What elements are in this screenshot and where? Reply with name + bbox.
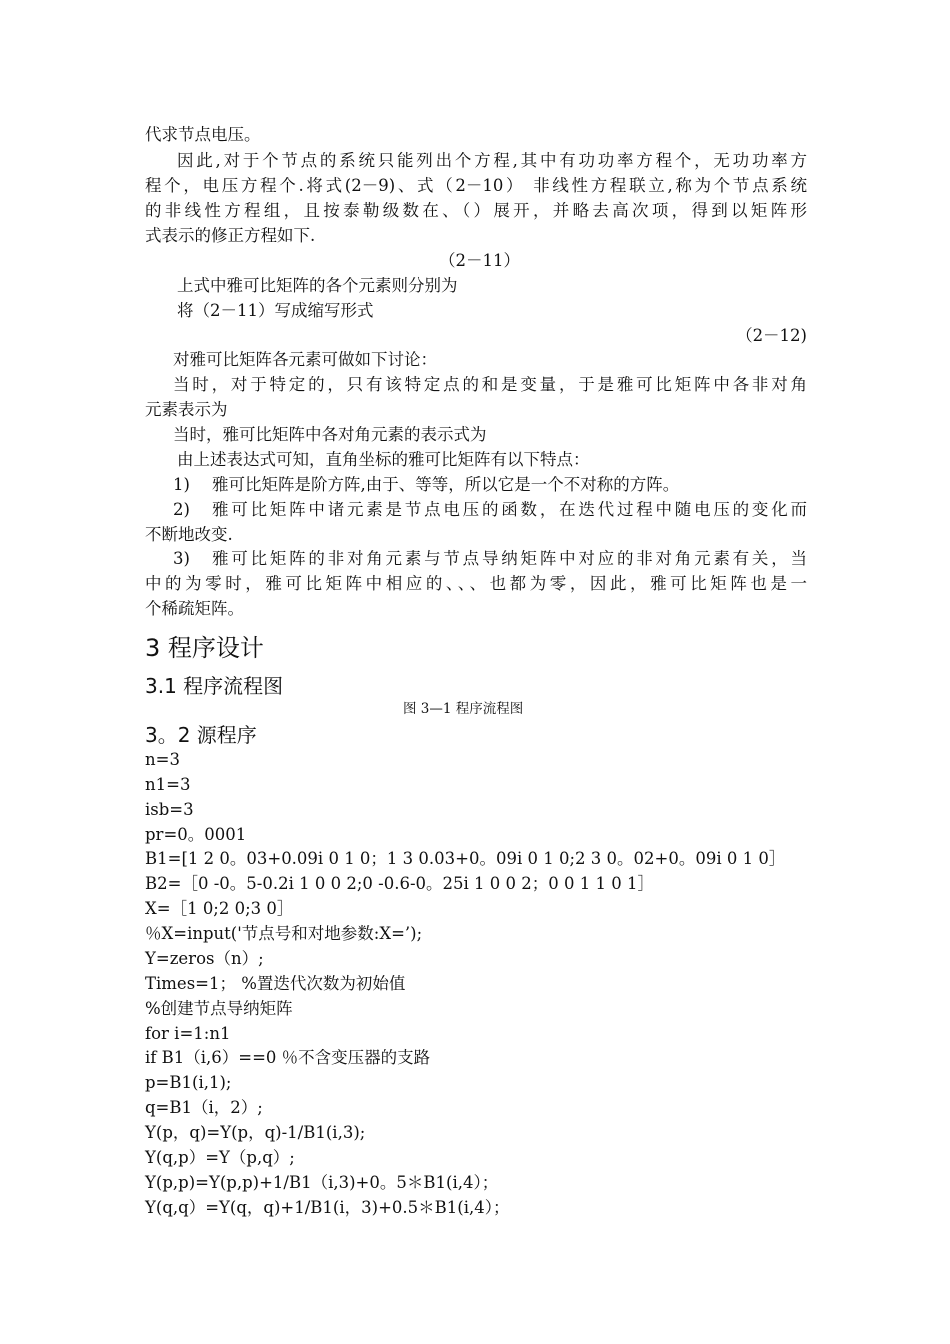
subsection-heading: 3.1 程序流程图 bbox=[145, 674, 284, 698]
code-line: ％X=input('节点号和对地参数:X=’); bbox=[145, 924, 423, 943]
code-line: p=B1(i,1); bbox=[145, 1073, 232, 1092]
list-item-text: 雅可比矩阵是阶方阵,由于、等等，所以它是一个不对称的方阵。 bbox=[212, 475, 680, 494]
paragraph-line: 式表示的修正方程如下. bbox=[145, 226, 316, 245]
code-line: q=B1（i，2）; bbox=[145, 1098, 263, 1117]
paragraph-line: 因此,对于个节点的系统只能列出个方程,其中有功功率方程个，无功功率方 bbox=[177, 151, 807, 170]
list-item-text: 雅可比矩阵中诸元素是节点电压的函数，在迭代过程中随电压的变化而 bbox=[212, 500, 807, 519]
code-line: pr=0。0001 bbox=[145, 825, 247, 844]
code-line: %创建节点导纳矩阵 bbox=[145, 999, 293, 1018]
paragraph-line: 元素表示为 bbox=[145, 400, 228, 419]
paragraph-line: 当时，雅可比矩阵中各对角元素的表示式为 bbox=[173, 425, 487, 444]
code-line: Times=1； %置迭代次数为初始值 bbox=[145, 974, 406, 993]
code-line: B2=［0 -0。5-0.2i 1 0 0 2;0 -0.6-0。25i 1 0 0 2；0 0 1 1 0 1］ bbox=[145, 874, 654, 893]
list-number: 1) bbox=[173, 475, 190, 494]
code-line: X=［1 0;2 0;3 0］ bbox=[145, 899, 294, 918]
code-line: n=3 bbox=[145, 750, 180, 769]
paragraph-line: 上式中雅可比矩阵的各个元素则分别为 bbox=[177, 276, 458, 295]
list-item-text: 中的为零时，雅可比矩阵中相应的、、、也都为零，因此，雅可比矩阵也是一 bbox=[145, 574, 807, 593]
equation-number: （2－12) bbox=[736, 326, 807, 345]
code-line: if B1（i,6）==0 ％不含变压器的支路 bbox=[145, 1048, 431, 1067]
code-line: n1=3 bbox=[145, 775, 191, 794]
paragraph-line: 当时，对于特定的，只有该特定点的和是变量，于是雅可比矩阵中各非对角 bbox=[173, 375, 807, 394]
paragraph-line: 的非线性方程组，且按泰勒级数在、（）展开，并略去高次项，得到以矩阵形 bbox=[145, 201, 807, 220]
subsection-heading: 3。2 源程序 bbox=[145, 723, 257, 747]
list-item-text: 不断地改变. bbox=[145, 525, 233, 544]
code-line: Y(p，q)=Y(p，q)-1/B1(i,3); bbox=[145, 1123, 366, 1142]
code-line: B1=[1 2 0。03+0.09i 0 1 0；1 3 0.03+0。09i 0 1 0;2 3 0。02+0。09i 0 1 0］ bbox=[145, 849, 786, 868]
section-heading: 3 程序设计 bbox=[145, 634, 264, 662]
paragraph-line: 将（2－11）写成缩写形式 bbox=[177, 301, 374, 320]
list-item-text: 雅可比矩阵的非对角元素与节点导纳矩阵中对应的非对角元素有关，当 bbox=[212, 549, 807, 568]
code-line: Y(q,q）=Y(q，q)+1/B1(i，3)+0.5＊B1(i,4）； bbox=[145, 1198, 510, 1217]
list-number: 2) bbox=[173, 500, 190, 519]
code-line: Y(p,p)=Y(p,p)+1/B1（i,3)+0。5＊B1(i,4）； bbox=[145, 1173, 499, 1192]
list-number: 3) bbox=[173, 549, 190, 568]
paragraph-line: 代求节点电压。 bbox=[145, 125, 261, 144]
code-line: isb=3 bbox=[145, 800, 194, 819]
equation-number: （2－11） bbox=[439, 251, 520, 270]
figure-caption: 图 3—1 程序流程图 bbox=[403, 701, 524, 717]
code-line: for i=1:n1 bbox=[145, 1024, 231, 1043]
code-line: Y=zeros（n）; bbox=[145, 949, 264, 968]
paragraph-line: 对雅可比矩阵各元素可做如下讨论： bbox=[173, 350, 437, 369]
list-item-text: 个稀疏矩阵。 bbox=[145, 599, 244, 618]
paragraph-line: 由上述表达式可知，直角坐标的雅可比矩阵有以下特点： bbox=[177, 450, 590, 469]
code-line: Y(q,p）=Y（p,q）; bbox=[145, 1148, 295, 1167]
paragraph-line: 程个，电压方程个.将式(2－9)、式（2－10） 非线性方程联立,称为个节点系统 bbox=[145, 176, 807, 195]
